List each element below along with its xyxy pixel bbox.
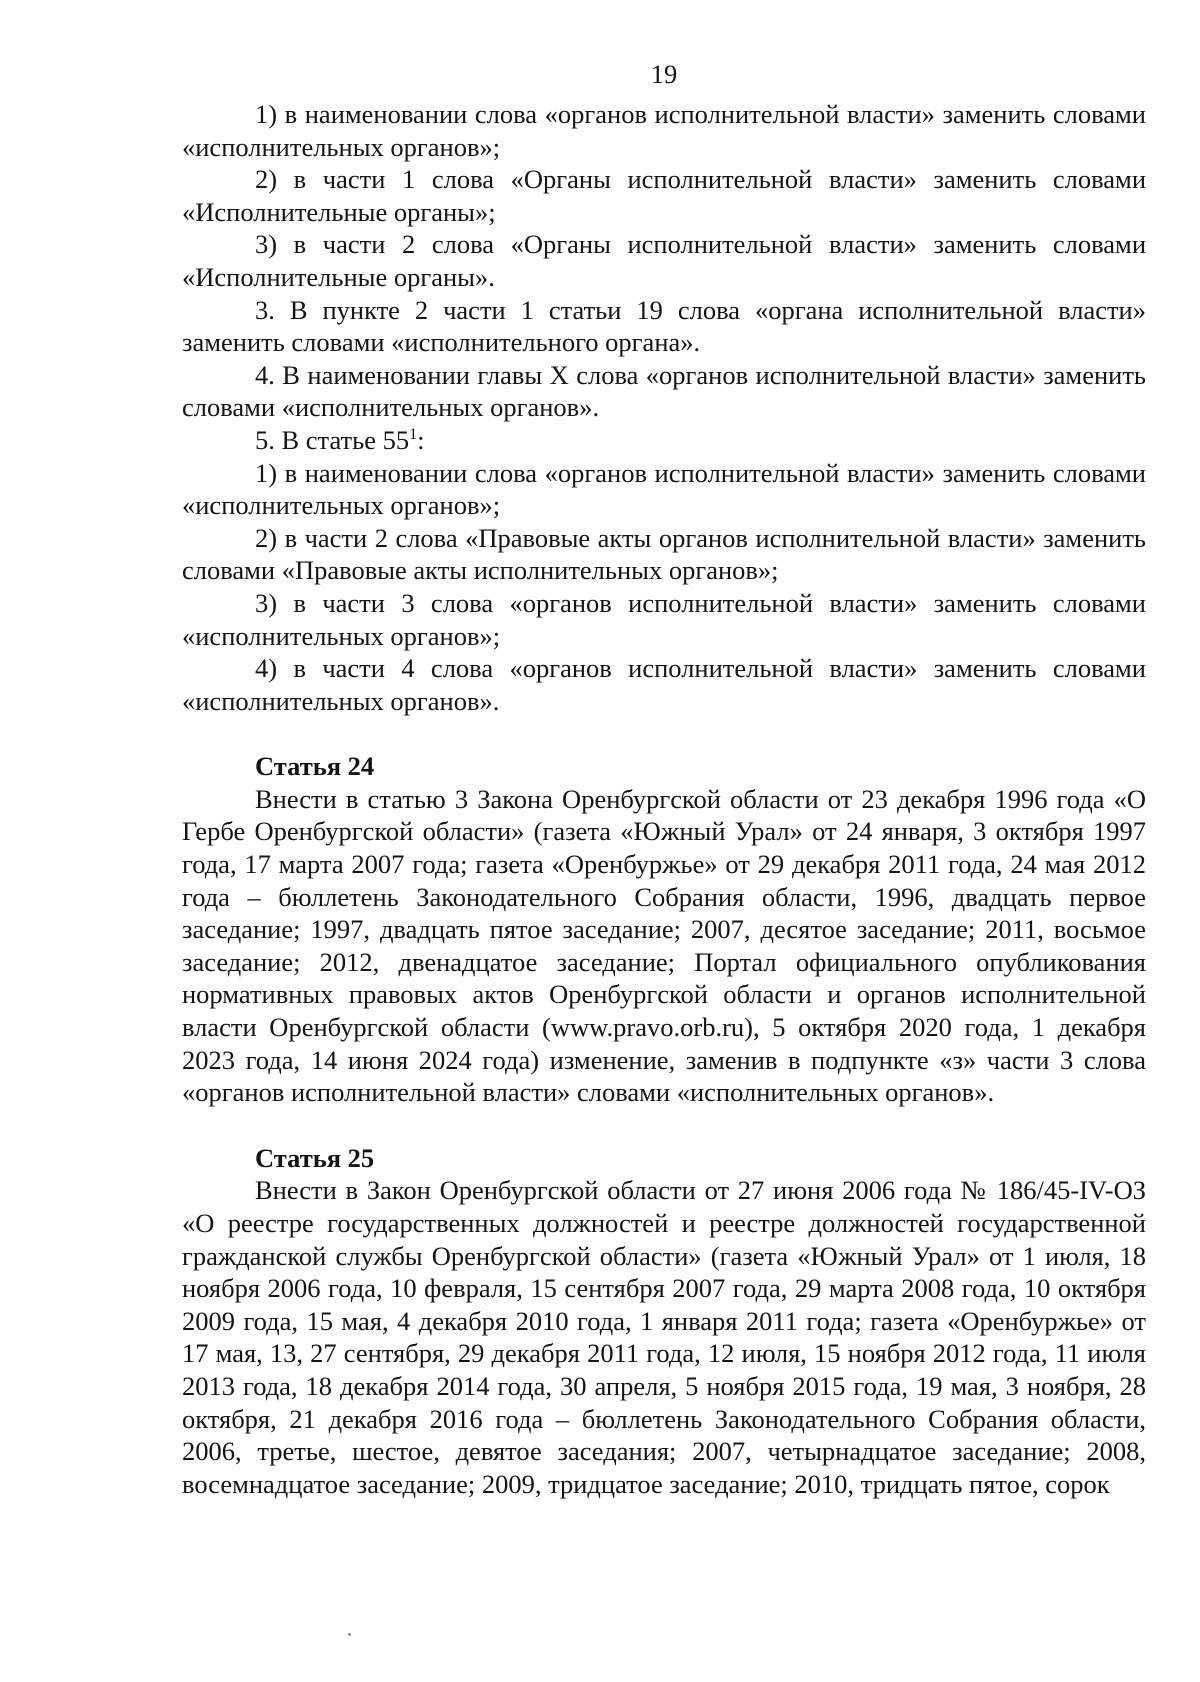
- superscript-index: 1: [409, 425, 418, 443]
- article-25-heading: Статья 25: [255, 1142, 375, 1173]
- amendment-point-5: [182, 424, 1146, 457]
- amendment-point-5-text: 5. В статье 55: [255, 424, 410, 455]
- amendment-subitem-1: 1) в наименовании слова «органов исполнительной власти» заменить словами «исполнительных органов»;: [182, 457, 1146, 521]
- amendment-subitem-4: 4) в части 4 слова «органов исполнительной власти» заменить словами «исполнительных органов».: [182, 653, 1146, 716]
- amendment-item-1: 1) в наименовании слова «органов исполнительной власти» заменить словами «исполнительных органов»;: [182, 99, 1146, 162]
- document-page: [182, 58, 1146, 1500]
- amendment-item-2: 2) в части 1 слова «Органы исполнительной власти» заменить словами «Исполнительные органы»;: [182, 164, 1146, 227]
- amendment-item-3: 3) в части 2 слова «Органы исполнительной власти» заменить словами «Исполнительные органы».: [182, 229, 1146, 292]
- amendment-subitem-2: 2) в части 2 слова «Правовые акты органов исполнительной власти» заменить словами «Правовые акты исполнительных органов»;: [182, 522, 1146, 586]
- article-24-heading: Статья 24: [255, 751, 375, 782]
- article-24-body: Внести в статью 3 Закона Оренбургской области от 23 декабря 1996 года «О Гербе Оренбургской области» (газета «Южный Урал» от 24 января, 3 октября 1997 года, 17 марта 2007 года; газета «Оренбуржье» от 29 декабря 2011 года, 24 мая 2012 года – бюллетень Законодательного Собрания области, 1996, двадцать первое заседание; 1997, двадцать пятое заседание; 2007, десятое заседание; 2011, восьмое заседание; 2012, двенадцатое заседание; Портал официального опубликования нормативных правовых актов Оренбургской области и органов исполнительной власти Оренбургской области (www.pravo.orb.ru), 5 октября 2020 года, 1 декабря 2023 года, 14 июня 2024 года) изменение, заменив в подпункте «з» части 3 слова «органов исполнительной власти» словами «исполнительных органов».: [182, 783, 1146, 1108]
- article-25-body: Внести в Закон Оренбургской области от 27 июня 2006 года № 186/45-IV-ОЗ «О реестре государственных должностей и реестре должностей государственной гражданской службы Оренбургской области» (газета «Южный Урал» от 1 июля, 18 ноября 2006 года, 10 февраля, 15 сентября 2007 года, 29 марта 2008 года, 10 октября 2009 года, 15 мая, 4 декабря 2010 года, 1 января 2011 года; газета «Оренбуржье» от 17 мая, 13, 27 сентября, 29 декабря 2011 года, 12 июля, 15 ноября 2012 года, 11 июля 2013 года, 18 декабря 2014 года, 30 апреля, 5 ноября 2015 года, 19 мая, 3 ноября, 28 октября, 21 декабря 2016 года – бюллетень Законодательного Собрания области, 2006, третье, шестое, девятое заседания; 2007, четырнадцатое заседание; 2008, восемнадцатое заседание; 2009, тридцатое заседание; 2010, тридцать пятое, сорок: [182, 1175, 1146, 1499]
- scan-speck: [348, 1633, 351, 1636]
- amendment-point-5-suffix: :: [417, 424, 425, 455]
- amendment-point-3: 3. В пункте 2 части 1 статьи 19 слова «органа исполнительной власти» заменить словами «исполнительного органа».: [182, 294, 1146, 358]
- page-number: 19: [650, 59, 678, 89]
- amendment-subitem-3: 3) в части 3 слова «органов исполнительной власти» заменить словами «исполнительных органов»;: [182, 587, 1146, 651]
- amendment-point-4: 4. В наименовании главы X слова «органов исполнительной власти» заменить словами «исполнительных органов».: [182, 359, 1146, 423]
